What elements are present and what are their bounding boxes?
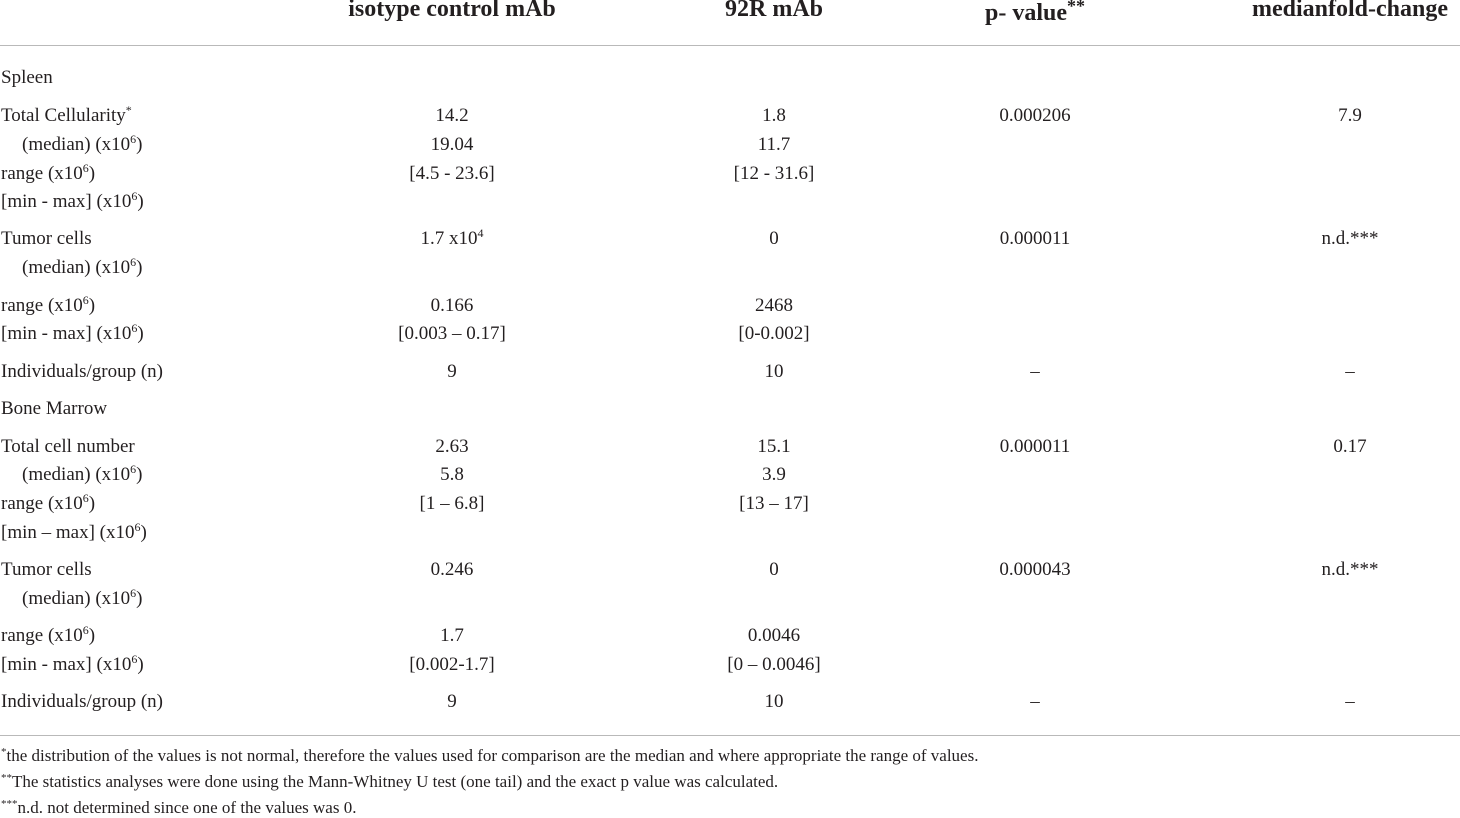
cell-c1: 2.63 bbox=[435, 436, 469, 457]
cell-c2: 10 bbox=[764, 361, 784, 382]
cell-c4: 7.9 bbox=[1338, 105, 1362, 126]
row-label: Total cell number bbox=[1, 436, 135, 457]
cell-c2: 15.1 bbox=[757, 436, 791, 457]
cell-c2: 3.9 bbox=[762, 464, 786, 485]
cell-c1: [0.002-1.7] bbox=[409, 654, 495, 675]
cell-c1: 14.2 bbox=[435, 105, 469, 126]
row-label: Tumor cells bbox=[1, 228, 92, 249]
cell-c1: 9 bbox=[447, 361, 457, 382]
table-row bbox=[0, 130, 1460, 159]
footnote: **The statistics analyses were done using the Mann-Whitney U test (one tail) and the exact p value was calculated. bbox=[1, 772, 779, 791]
table-header bbox=[0, 0, 1460, 46]
header-median-fold-change: medianfold-change bbox=[1251, 0, 1449, 22]
table-row bbox=[0, 432, 1460, 461]
row-label: Tumor cells bbox=[1, 559, 92, 580]
cell-c3: 0.000011 bbox=[999, 436, 1071, 457]
cell-c4: – bbox=[1345, 361, 1355, 382]
table-row bbox=[0, 63, 1460, 92]
header-isotype-control: isotype control mAb bbox=[348, 0, 556, 22]
cell-c1: [0.003 – 0.17] bbox=[398, 323, 506, 344]
cell-c2: 0.0046 bbox=[747, 625, 801, 646]
row-label: Individuals/group (n) bbox=[1, 361, 164, 382]
table-row bbox=[0, 584, 1460, 613]
header-divider bbox=[0, 45, 1460, 46]
table-row bbox=[0, 555, 1460, 584]
cell-c2: 0 bbox=[769, 559, 779, 580]
cell-c2: 10 bbox=[764, 691, 784, 712]
table-row bbox=[0, 291, 1460, 320]
table-row bbox=[0, 224, 1460, 253]
row-label: (median) $(x10^6)$ bbox=[22, 462, 143, 485]
header-92r-mab: 92R mAb bbox=[724, 0, 824, 22]
footer-divider bbox=[0, 735, 1460, 736]
cell-c1: 0.166 bbox=[430, 295, 474, 316]
row-label: (median) $(x10^6)$ bbox=[22, 255, 143, 278]
footnote: *the distribution of the values is not normal, therefore the values used for comparison are the median and where appropriate the range of values. bbox=[1, 746, 979, 765]
row-label: Bone Marrow bbox=[1, 398, 108, 419]
row-label: [min - max] $(x10^6)$ bbox=[1, 652, 144, 675]
row-label: [min - max] $(x10^6)$ bbox=[1, 189, 144, 212]
cell-c4: n.d.*** bbox=[1321, 228, 1379, 249]
table-row bbox=[0, 650, 1460, 679]
cell-c1: 5.8 bbox=[440, 464, 464, 485]
row-label: range $(x10^6)$ bbox=[1, 293, 96, 316]
cell-c2: [13 – 17] bbox=[739, 493, 809, 514]
cell-c2: 0 bbox=[769, 228, 779, 249]
row-label: Total Cellularity* bbox=[1, 103, 132, 126]
cell-c2: 2468 bbox=[755, 295, 793, 316]
cell-c3: – bbox=[1030, 691, 1040, 712]
row-label: [min - max] $(x10^6)$ bbox=[1, 321, 144, 344]
cell-c2: [0 – 0.0046] bbox=[727, 654, 821, 675]
row-label: range $(x10^6)$ bbox=[1, 491, 96, 514]
table-row bbox=[0, 159, 1460, 188]
cell-c3: – bbox=[1030, 361, 1040, 382]
cell-c2: [0-0.002] bbox=[738, 323, 810, 344]
row-label: Spleen bbox=[1, 67, 53, 88]
cell-c1: 9 bbox=[447, 691, 457, 712]
cell-c1: 1.7 bbox=[440, 625, 464, 646]
row-label: range $(x10^6)$ bbox=[1, 623, 96, 646]
cell-c3: 0.000206 bbox=[999, 105, 1071, 126]
cell-c3: 0.000011 bbox=[999, 228, 1071, 249]
table-row bbox=[0, 253, 1460, 282]
cell-c3: 0.000043 bbox=[999, 559, 1071, 580]
header-p-value: p- value** bbox=[984, 0, 1086, 26]
row-label: Individuals/group (n) bbox=[1, 691, 164, 712]
cell-c1: 1.7 $x10^4$ bbox=[420, 226, 484, 249]
cell-c4: 0.17 bbox=[1333, 436, 1367, 457]
cell-c1: [1 – 6.8] bbox=[419, 493, 485, 514]
row-label: [min – max] $(x10^6)$ bbox=[1, 520, 147, 543]
cell-c4: – bbox=[1345, 691, 1355, 712]
table-row bbox=[0, 460, 1460, 489]
cell-c2: 1.8 bbox=[762, 105, 786, 126]
table-row bbox=[0, 357, 1460, 386]
cell-c1: 0.246 bbox=[430, 559, 474, 580]
cell-c2: 11.7 bbox=[757, 134, 791, 155]
table-row bbox=[0, 489, 1460, 518]
table-row bbox=[0, 687, 1460, 716]
table-row bbox=[0, 319, 1460, 348]
cell-c1: [4.5 - 23.6] bbox=[409, 163, 495, 184]
row-label: range $(x10^6)$ bbox=[1, 161, 96, 184]
table-row bbox=[0, 518, 1460, 547]
table-row bbox=[0, 101, 1460, 130]
row-label: (median) $(x10^6)$ bbox=[22, 586, 143, 609]
table-row bbox=[0, 621, 1460, 650]
table-row bbox=[0, 394, 1460, 423]
footnote: ***n.d. not determined since one of the values was 0. bbox=[1, 798, 357, 817]
table-row bbox=[0, 187, 1460, 216]
cell-c4: n.d.*** bbox=[1321, 559, 1379, 580]
row-label: (median) $(x10^6)$ bbox=[22, 132, 143, 155]
cell-c2: [12 - 31.6] bbox=[733, 163, 815, 184]
cell-c1: 19.04 bbox=[430, 134, 474, 155]
